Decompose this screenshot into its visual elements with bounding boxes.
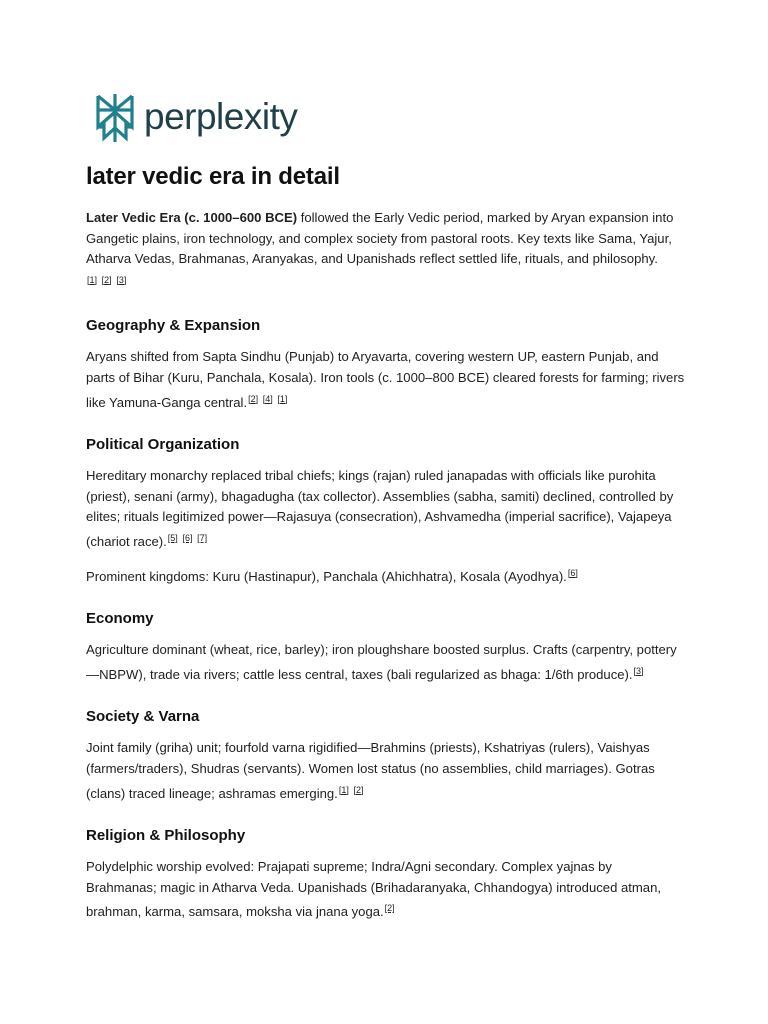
perplexity-wordmark: perplexity: [144, 95, 298, 137]
paragraph-text: Polydelphic worship evolved: Prajapati supreme; Indra/Agni secondary. Complex yajnas by Brahmanas; magic in Atharva Veda. Upanishads (Brihadaranyaka, Chhandogya) introduced atman, brahman, karma, samsara, moksha via jnana yoga.: [86, 859, 662, 920]
section-heading: Economy: [86, 610, 154, 628]
intro-text: followed the Early Vedic period, marked by Aryan expansion into Gangetic plains, iron technology, and complex society from pastoral roots. Key texts like Sama, Yajur, Atharva Vedas, Brahmanas, Aranyakas, and Upanishads reflect settled life, rituals, and philosophy.: [86, 210, 674, 267]
paragraph-text: Prominent kingdoms: Kuru (Hastinapur), Panchala (Ahichhatra), Kosala (Ayodhya).: [86, 568, 567, 584]
section-heading: Religion & Philosophy: [86, 827, 246, 845]
section-political: [86, 434, 686, 587]
citation-link[interactable]: [2]: [384, 903, 395, 914]
citation-link[interactable]: [2]: [353, 784, 364, 795]
paragraph-text: Aryans shifted from Sapta Sindhu (Punjab) to Aryavarta, covering western UP, eastern Punjab, and parts of Bihar (Kuru, Panchala, Kosala). Iron tools (c. 1000–800 BCE) cleared forests for farming; rivers like Yamuna-Ganga central.: [86, 349, 685, 410]
section-paragraph: [86, 640, 686, 685]
intro-paragraph: [86, 208, 686, 294]
paragraph-citations: [247, 395, 287, 410]
section-religion: [86, 825, 686, 923]
paragraph-citations: [567, 569, 578, 584]
paragraph-citations: [167, 534, 207, 549]
page-title: later vedic era in detail: [86, 163, 340, 190]
citation-link[interactable]: [1]: [87, 274, 98, 285]
citation-link[interactable]: [4]: [262, 393, 273, 404]
citation-link[interactable]: [6]: [567, 567, 578, 578]
section-heading: Society & Varna: [86, 708, 200, 726]
section-geography: [86, 315, 686, 413]
citation-link[interactable]: [1]: [277, 393, 288, 404]
section-paragraph: [86, 857, 686, 923]
paragraph-citations: [384, 904, 395, 919]
intro-citations: [86, 276, 126, 291]
citation-link[interactable]: [1]: [338, 784, 349, 795]
paragraph-citations: [633, 667, 644, 682]
citation-link[interactable]: [7]: [197, 532, 208, 543]
citation-link[interactable]: [2]: [101, 274, 112, 285]
section-heading: Geography & Expansion: [86, 317, 261, 335]
section-heading: Political Organization: [86, 436, 240, 454]
citation-link[interactable]: [5]: [167, 532, 178, 543]
perplexity-logo-icon: [94, 92, 136, 144]
answer-content: [86, 160, 686, 933]
paragraph-citations: [338, 786, 364, 801]
citation-link[interactable]: [2]: [248, 393, 259, 404]
paragraph-text: Agriculture dominant (wheat, rice, barley); iron ploughshare boosted surplus. Crafts (carpentry, pottery—NBPW), trade via rivers; cattle less central, taxes (bali regularized as bhaga: 1/6th produce).: [86, 642, 677, 682]
perplexity-logo[interactable]: [94, 92, 297, 144]
citation-link[interactable]: [6]: [182, 532, 193, 543]
intro-lead: Later Vedic Era (c. 1000–600 BCE): [86, 210, 298, 225]
section-paragraph: [86, 563, 686, 588]
section-paragraph: [86, 347, 686, 413]
section-paragraph: [86, 466, 686, 552]
section-economy: [86, 608, 686, 685]
section-society: [86, 706, 686, 804]
section-paragraph: [86, 738, 686, 804]
citation-link[interactable]: [3]: [633, 665, 644, 676]
paragraph-text: Hereditary monarchy replaced tribal chiefs; kings (rajan) ruled janapadas with officials like purohita (priest), senani (army), bhagadugha (tax collector). Assemblies (sabha, samiti) declined, controlled by elites; rituals legitimized power—Rajasuya (consecration), Ashvamedha (imperial sacrifice), Vajapeya (chariot race).: [86, 468, 674, 549]
paragraph-text: Joint family (griha) unit; fourfold varna rigidified—Brahmins (priests), Kshatriyas (rulers), Vaishyas (farmers/traders), Shudras (servants). Women lost status (no assemblies, child marriages). Gotras (clans) traced lineage; ashramas emerging.: [86, 740, 655, 801]
citation-link[interactable]: [3]: [116, 274, 127, 285]
